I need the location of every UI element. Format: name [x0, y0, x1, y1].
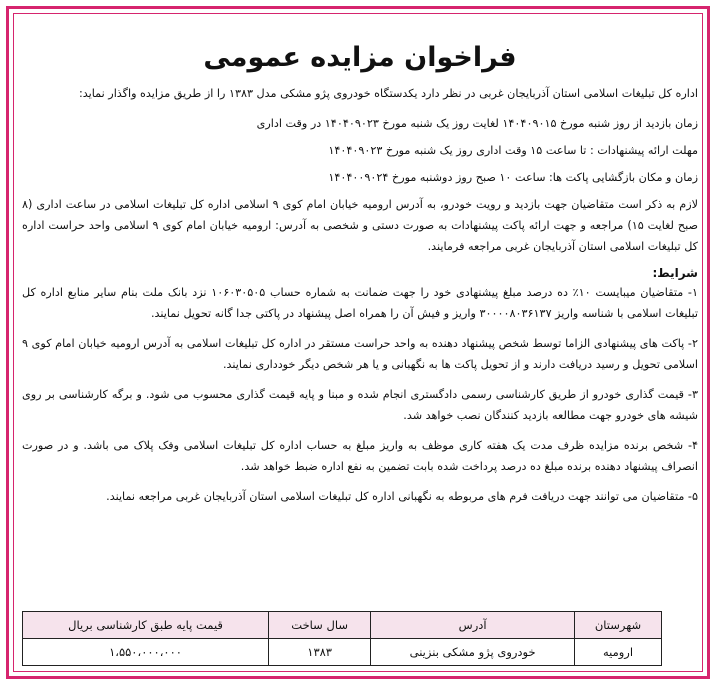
- cell-base-price: ۱،۵۵۰،۰۰۰،۰۰۰: [23, 639, 269, 666]
- header-city: شهرستان: [575, 612, 662, 639]
- cell-address: خودروی پژو مشکی بنزینی: [371, 639, 575, 666]
- cell-year: ۱۳۸۳: [269, 639, 371, 666]
- opening-time: زمان و مکان بازگشایی پاکت ها: ساعت ۱۰ صبح روز دوشنبه مورخ ۱۴۰۴۰۰۹۰۲۴: [328, 171, 698, 184]
- header-year: سال ساخت: [269, 612, 371, 639]
- notice-note: لازم به ذکر است متقاضیان جهت بازدید و رویت خودرو، به آدرس ارومیه خیابان امام کوی ۹ اسلامی اداره کل تبلیغات اسلامی در ساعت اداری (۸ صبح لغایت ۱۵) مراجعه و جهت ارائه پاکت پیشنهادات به صورت دستی و شخصی به آدرس: ارومیه خیابان امام کوی ۹ اسلامی واحد حراست اداره کل تبلیغات اسلامی استان آذربایجان غربی مراجعه فرمایند.: [22, 198, 698, 253]
- auction-table: [22, 611, 662, 666]
- header-address: آدرس: [371, 612, 575, 639]
- condition-item: ۱- متقاضیان میبایست ۱۰٪ ده درصد مبلغ پیشنهادی خود را جهت ضمانت به شماره حساب ۱۰۶۰۳۰۵۰۵ نزد بانک ملت بنام سایر منابع اداره کل تبلیغات اسلامی با شناسه واریز ۳۰۰۰۰۸۰۳۶۱۳۷ واریز و فیش آن را همراه اصل پیشنهاد در پاکتی جدا گانه تحویل نمایند.: [22, 286, 698, 320]
- condition-item: ۲- پاکت های پیشنهادی الزاما توسط شخص پیشنهاد دهنده به واحد حراست مستقر در اداره کل تبلیغات اسلامی به آدرس ارومیه خیابان امام کوی ۹ اسلامی تحویل و رسید دریافت دارند و از تحویل پاکت ها به نگهبانی و یا هر شخص دیگر خودداری نمایند.: [22, 337, 698, 371]
- table-header-row: [23, 612, 662, 639]
- notice-content: [22, 0, 698, 687]
- visit-time: زمان بازدید از روز شنبه مورخ ۱۴۰۴۰۹۰۱۵ لغایت روز یک شنبه مورخ ۱۴۰۴۰۹۰۲۳ در وقت اداری: [256, 117, 698, 130]
- table-row: [23, 639, 662, 666]
- header-base-price: قیمت پایه طبق کارشناسی بریال: [23, 612, 269, 639]
- condition-item: ۳- قیمت گذاری خودرو از طریق کارشناسی رسمی دادگستری انجام شده و مبنا و پایه قیمت گذاری محسوب می شود. و برگه کارشناسی بر روی شیشه های خودرو جهت مطالعه بازدید کنندگان نصب خواهد شد.: [22, 388, 698, 422]
- conditions-heading: شرایط:: [652, 266, 698, 280]
- condition-item: ۴- شخص برنده مزایده ظرف مدت یک هفته کاری موظف به واریز مبلغ به حساب اداره کل تبلیغات اسلامی وفک پلاک می باشد. و در صورت انصراف پیشنهاد دهنده برنده مبلغ ده درصد پرداخت شده بابت تضمین به نفع اداره ضبط خواهد شد.: [22, 439, 698, 473]
- submission-deadline: مهلت ارائه پیشنهادات : تا ساعت ۱۵ وقت اداری روز یک شنبه مورخ ۱۴۰۴۰۹۰۲۳: [328, 144, 698, 157]
- notice-intro: اداره کل تبلیغات اسلامی استان آذربایجان غربی در نظر دارد یکدستگاه خودروی پژو مشکی مدل ۱۳۸۳ را از طریق مزایده واگذار نماید:: [78, 87, 698, 100]
- condition-item: ۵- متقاضیان می توانند جهت دریافت فرم های مربوطه به نگهبانی اداره کل تبلیغات اسلامی استان آذربایجان غربی مراجعه نمایند.: [106, 490, 698, 503]
- cell-city: ارومیه: [575, 639, 662, 666]
- notice-title: فراخوان مزایده عمومی: [203, 42, 517, 73]
